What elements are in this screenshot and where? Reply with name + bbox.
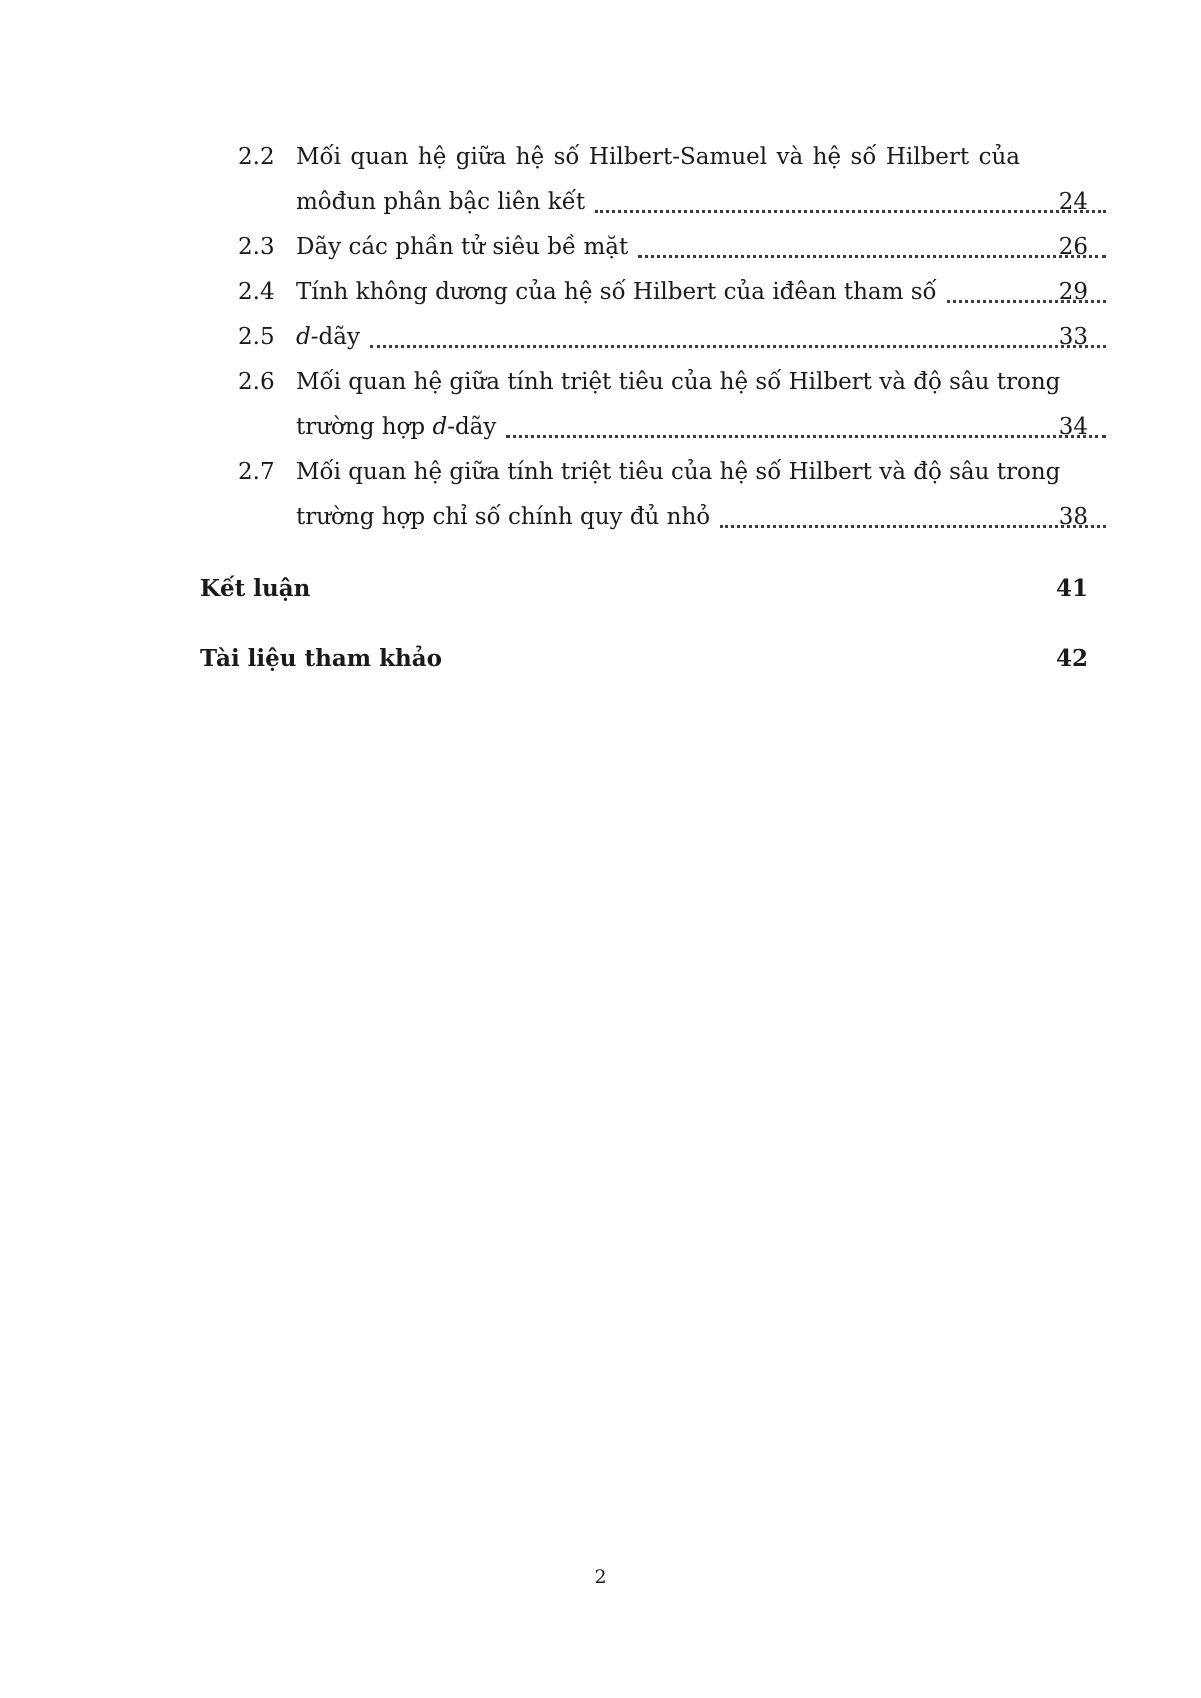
toc-line <box>296 315 1088 360</box>
section-title-line2: môđun phân bậc liên kết <box>296 189 586 215</box>
toc-line <box>296 225 1088 270</box>
section-number: 2.3 <box>238 234 275 260</box>
toc-chapter-references[interactable] <box>200 636 1088 681</box>
toc-entry-2-2[interactable] <box>200 135 1088 225</box>
section-number: 2.4 <box>238 279 275 305</box>
section-number: 2.7 <box>238 459 275 485</box>
section-number: 2.6 <box>238 369 275 395</box>
toc-line <box>296 135 1088 180</box>
italic-d: d <box>432 414 448 440</box>
page-number: 34 <box>1058 414 1088 440</box>
dot-leader <box>595 204 1106 213</box>
toc-line <box>296 180 1088 225</box>
page-number: 41 <box>1055 575 1088 602</box>
line2-suffix: -dãy <box>447 414 497 440</box>
section-title: Dãy các phần tử siêu bề mặt <box>296 234 629 260</box>
toc-chapter-conclusion[interactable] <box>200 566 1088 611</box>
toc-line <box>296 450 1088 495</box>
toc-entry-2-5[interactable] <box>200 315 1088 360</box>
section-title-text: -dãy <box>310 324 360 350</box>
section-title-line1: Mối quan hệ giữa tính triệt tiêu của hệ số Hilbert và độ sâu trong <box>296 369 1061 395</box>
section-number: 2.2 <box>238 144 275 170</box>
page-number: 33 <box>1058 324 1088 350</box>
page-number: 26 <box>1058 234 1088 260</box>
toc-line <box>296 270 1088 315</box>
toc-line <box>296 405 1088 450</box>
page-footer-number: 2 <box>594 1566 607 1588</box>
table-of-contents <box>200 135 1088 681</box>
section-number: 2.5 <box>238 324 275 350</box>
toc-entry-2-6[interactable] <box>200 360 1088 450</box>
spacer <box>200 611 1088 636</box>
section-title-line2: trường hợp chỉ số chính quy đủ nhỏ <box>296 504 711 530</box>
italic-d: d <box>296 324 311 350</box>
spacer <box>200 540 1088 566</box>
page-number: 42 <box>1055 645 1088 672</box>
toc-line <box>296 495 1088 540</box>
toc-entry-2-7[interactable] <box>200 450 1088 540</box>
section-title: Tính không dương của hệ số Hilbert của iđêan tham số <box>296 279 937 305</box>
page-number: 24 <box>1058 189 1088 215</box>
line2-prefix: trường hợp <box>296 414 433 440</box>
page-number: 38 <box>1058 504 1088 530</box>
toc-line <box>296 360 1088 405</box>
dot-leader <box>506 429 1106 438</box>
section-title <box>296 315 360 360</box>
page-number: 29 <box>1058 279 1088 305</box>
section-title-line1: Mối quan hệ giữa hệ số Hilbert-Samuel và hệ số Hilbert của <box>296 144 1020 170</box>
chapter-title: Kết luận <box>200 575 311 602</box>
toc-entry-2-4[interactable] <box>200 270 1088 315</box>
dot-leader <box>638 249 1106 258</box>
dot-leader <box>370 339 1106 348</box>
section-title-line1: Mối quan hệ giữa tính triệt tiêu của hệ số Hilbert và độ sâu trong <box>296 459 1061 485</box>
section-title-line2 <box>296 405 496 450</box>
toc-entry-2-3[interactable] <box>200 225 1088 270</box>
chapter-title: Tài liệu tham khảo <box>200 645 443 672</box>
